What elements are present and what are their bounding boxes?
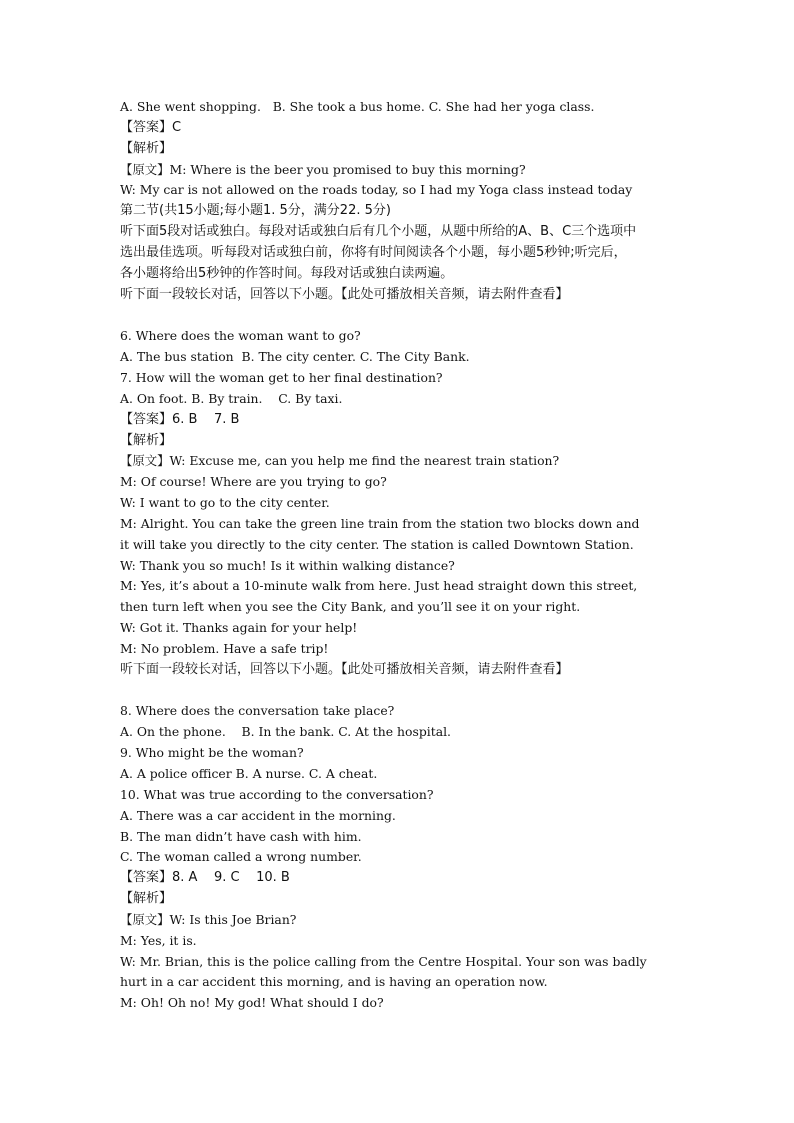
transcript-line: M: Alright. You can take the green line train from the station two blocks down and [120, 515, 640, 531]
blank-line [120, 681, 680, 702]
answer-line: 【答案】6. B 7. B [120, 411, 240, 427]
option-line: B. The man didn’t have cash with him. [120, 828, 362, 844]
option-line: A. The bus station B. The city center. C. The City Bank. [120, 349, 470, 365]
transcript-line: hurt in a car accident this morning, and is having an operation now. [120, 974, 548, 990]
document-page [120, 97, 680, 1014]
option-line: A. A police officer B. A nurse. C. A cheat. [120, 766, 378, 781]
transcript-line: it will take you directly to the city center. The station is called Downtown Station. [120, 536, 634, 552]
option-line: C. The woman called a wrong number. [120, 849, 362, 865]
transcript-line: W: I want to go to the city center. [120, 495, 330, 511]
section-heading: 第二节(共15小题;每小题1. 5分，满分22. 5分) [120, 203, 391, 219]
transcript-line: W: Got it. Thanks again for your help! [120, 620, 358, 636]
analysis-label: 【解析】 [120, 432, 173, 448]
analysis-label: 【解析】 [120, 140, 173, 156]
transcript-line: then turn left when you see the City Bank, and you’ll see it on your right. [120, 599, 581, 615]
option-line: A. On the phone. B. In the bank. C. At the hospital. [120, 724, 451, 740]
answer-label: 【答案】C [120, 119, 182, 135]
instruction-line: 各小题将给出5秒钟的作答时间。每段对话或独白读两遍。 [120, 265, 454, 281]
option-line: A. There was a car accident in the morning. [120, 807, 396, 823]
transcript-line: M: Yes, it is. [120, 932, 197, 948]
question-line: 10. What was true according to the conversation? [120, 786, 434, 802]
audio-note: 听下面一段较长对话，回答以下小题。【此处可播放相关音频，请去附件查看】 [120, 661, 569, 677]
transcript-line: 【原文】W: Excuse me, can you help me find the nearest train station? [120, 453, 560, 469]
transcript-line: M: Yes, it’s about a 10-minute walk from here. Just head straight down this street, [120, 578, 638, 594]
instruction-line: 听下面5段对话或独白。每段对话或独白后有几个小题，从题中所给的A、B、C三个选项中 [120, 224, 637, 240]
transcript-line: M: Oh! Oh no! My god! What should I do? [120, 995, 384, 1011]
option-line: A. On foot. B. By train. C. By taxi. [120, 390, 343, 406]
question-line: 7. How will the woman get to her final destination? [120, 369, 443, 385]
transcript-line: W: Thank you so much! Is it within walking distance? [120, 557, 455, 573]
analysis-label: 【解析】 [120, 891, 173, 907]
option-line: A. She went shopping. B. She took a bus home. C. She had her yoga class. [120, 99, 595, 114]
transcript-line: M: Of course! Where are you trying to go? [120, 474, 387, 490]
transcript-line: W: My car is not allowed on the roads today, so I had my Yoga class instead today [120, 182, 633, 198]
audio-note: 听下面一段较长对话，回答以下小题。【此处可播放相关音频，请去附件查看】 [120, 286, 569, 302]
transcript-line: M: No problem. Have a safe trip! [120, 640, 329, 656]
question-line: 9. Who might be the woman? [120, 745, 304, 761]
question-line: 6. Where does the woman want to go? [120, 328, 361, 344]
transcript-line: 【原文】W: Is this Joe Brian? [120, 911, 297, 927]
blank-line [120, 305, 680, 326]
answer-line: 【答案】8. A 9. C 10. B [120, 870, 290, 886]
question-line: 8. Where does the conversation take place? [120, 703, 395, 719]
instruction-line: 选出最佳选项。听每段对话或独白前，你将有时间阅读各个小题，每小题5秒钟;听完后， [120, 244, 627, 260]
transcript-line: W: Mr. Brian, this is the police calling from the Centre Hospital. Your son was badly [120, 953, 647, 969]
transcript-line: 【原文】M: Where is the beer you promised to buy this morning? [120, 161, 526, 177]
